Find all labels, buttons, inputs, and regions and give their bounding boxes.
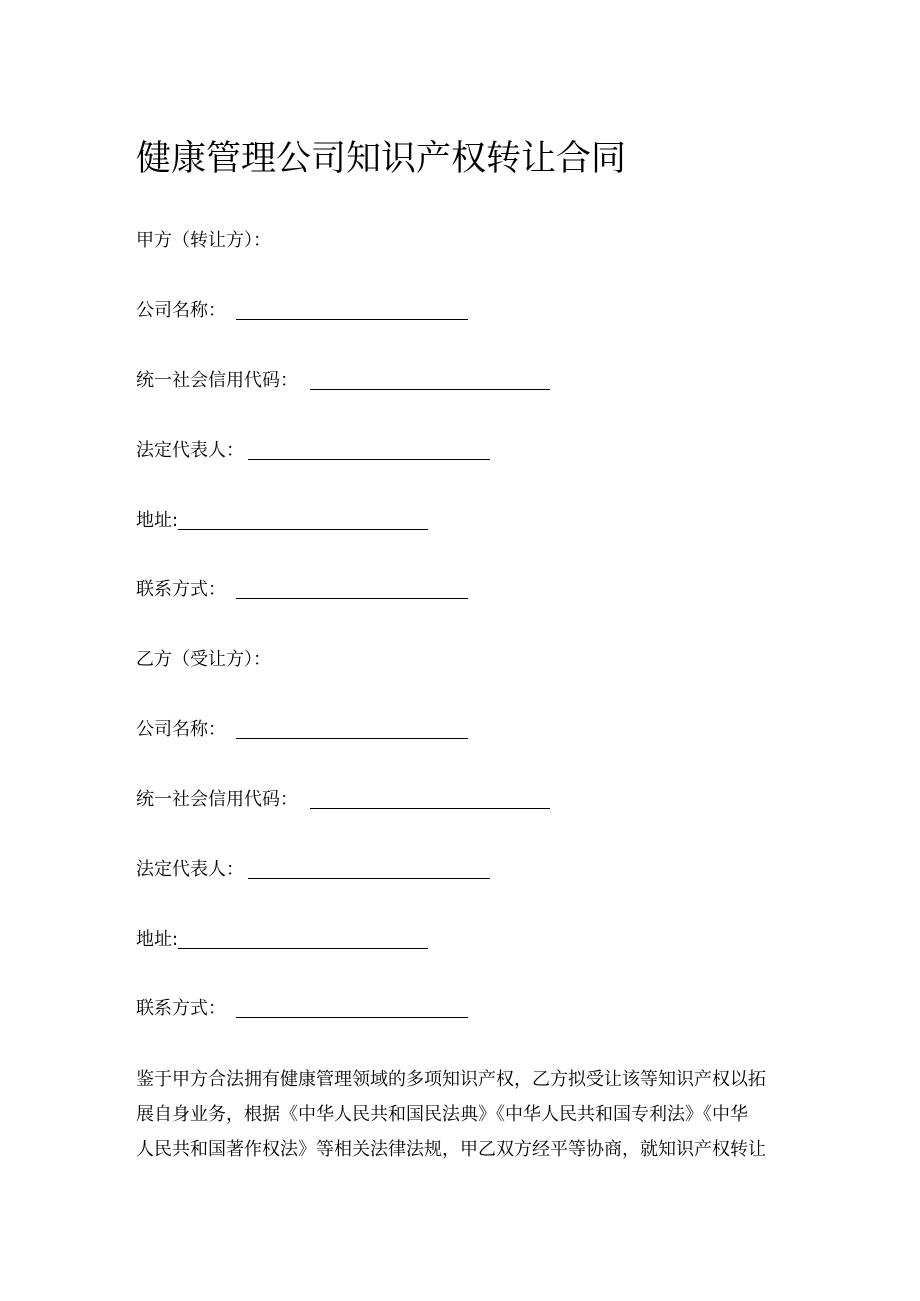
party-a-company-row <box>136 299 468 323</box>
party-a-legal-rep-blank[interactable] <box>248 441 490 460</box>
party-b-heading-text: 乙方（受让方）： <box>136 649 271 670</box>
party-b-company-blank[interactable] <box>236 720 468 739</box>
party-a-credit-code-row <box>136 369 550 393</box>
party-b-address-label: 地址: <box>136 929 179 950</box>
party-b-credit-code-blank[interactable] <box>310 790 550 809</box>
party-a-contact-row <box>136 578 468 602</box>
party-b-credit-code-row <box>136 788 550 812</box>
preamble-paragraph <box>136 1062 784 1167</box>
party-a-heading-text: 甲方（转让方）： <box>136 230 271 251</box>
party-a-address-row <box>136 509 428 533</box>
party-a-credit-code-label: 统一社会信用代码： <box>136 370 298 391</box>
party-a-address-blank[interactable] <box>178 511 428 530</box>
party-b-heading <box>136 648 271 672</box>
party-b-legal-rep-blank[interactable] <box>248 860 490 879</box>
document-title: 健康管理公司知识产权转让合同 <box>136 139 627 179</box>
party-b-company-row <box>136 718 468 742</box>
party-b-address-row <box>136 928 428 952</box>
party-b-legal-rep-label: 法定代表人： <box>136 859 244 880</box>
party-b-credit-code-label: 统一社会信用代码： <box>136 789 298 810</box>
party-a-company-label: 公司名称： <box>136 300 226 321</box>
party-b-company-label: 公司名称： <box>136 719 226 740</box>
party-a-contact-blank[interactable] <box>236 580 468 599</box>
preamble-line: 展自身业务，根据《中华人民共和国民法典》《中华人民共和国专利法》《中华 <box>136 1104 748 1125</box>
party-b-contact-label: 联系方式： <box>136 998 226 1019</box>
party-b-contact-blank[interactable] <box>236 999 468 1018</box>
party-b-address-blank[interactable] <box>178 930 428 949</box>
party-a-company-blank[interactable] <box>236 301 468 320</box>
preamble-line: 鉴于甲方合法拥有健康管理领域的多项知识产权，乙方拟受让该等知识产权以拓 <box>136 1069 766 1090</box>
party-b-legal-rep-row <box>136 858 490 882</box>
party-a-credit-code-blank[interactable] <box>310 371 550 390</box>
preamble-line: 人民共和国著作权法》等相关法律法规，甲乙双方经平等协商，就知识产权转让 <box>136 1139 766 1160</box>
party-a-legal-rep-row <box>136 439 490 463</box>
party-a-heading <box>136 229 271 253</box>
party-b-contact-row <box>136 997 468 1021</box>
party-a-legal-rep-label: 法定代表人： <box>136 440 244 461</box>
party-a-contact-label: 联系方式： <box>136 579 226 600</box>
party-a-address-label: 地址: <box>136 510 179 531</box>
